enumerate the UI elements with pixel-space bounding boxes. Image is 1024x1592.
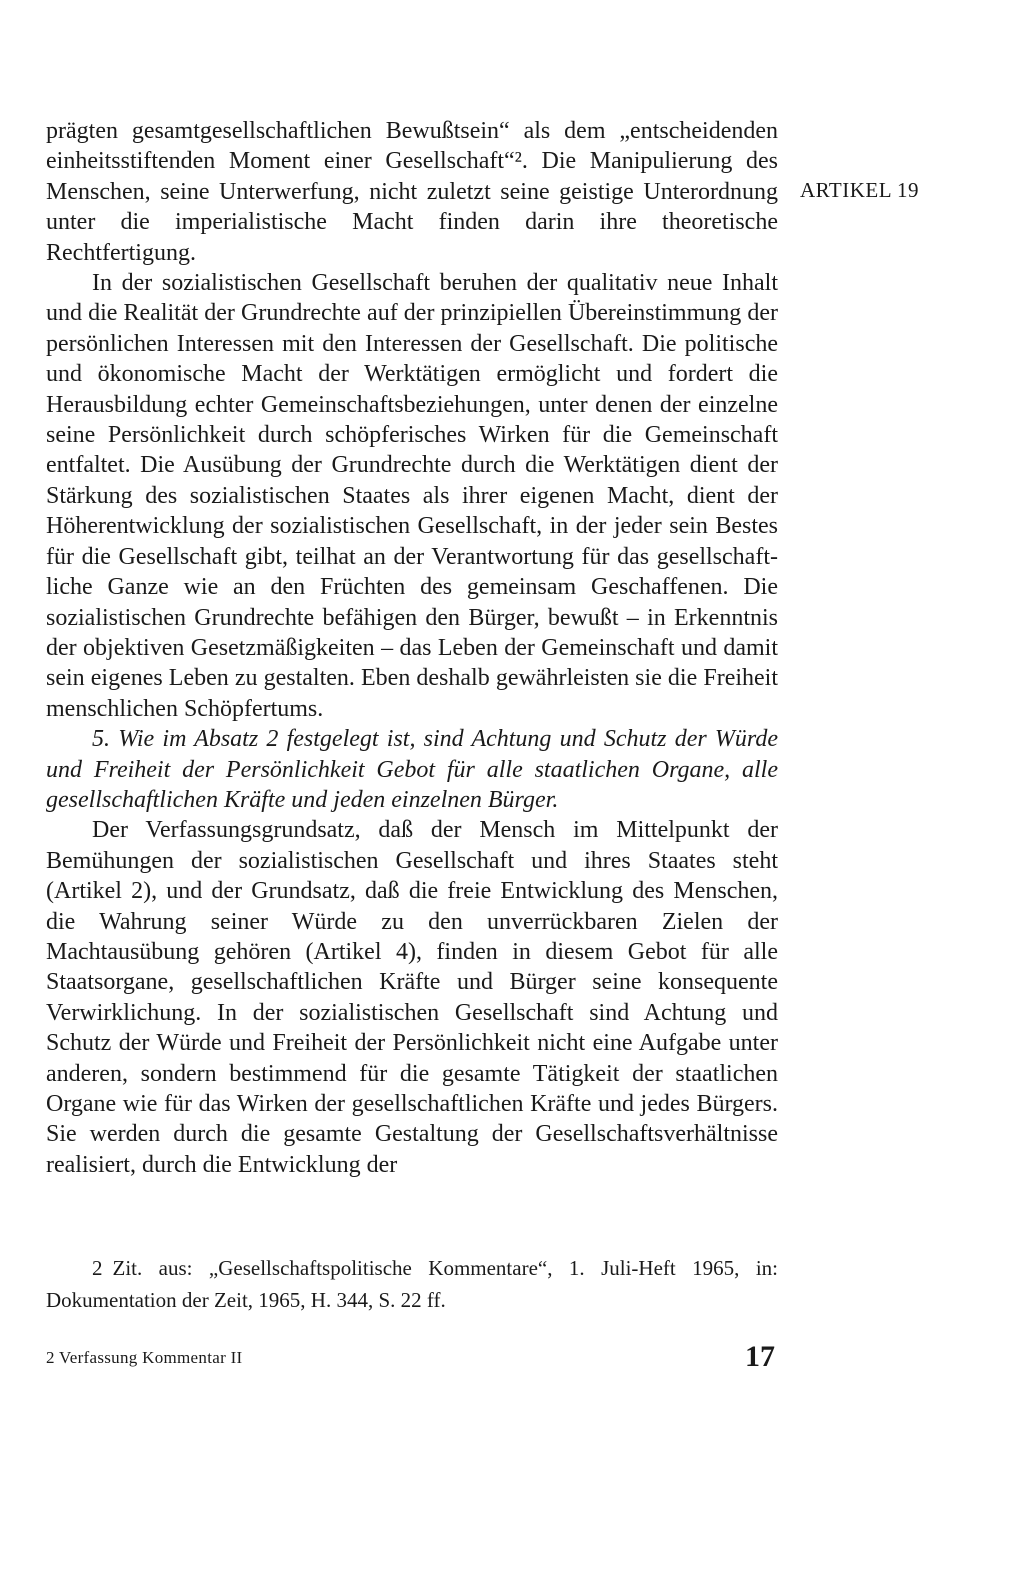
paragraph-2: In der sozialistischen Gesellschaft beruhen der qualitativ neue Inhalt und die Realität der Grundrechte auf der prinzipiellen Übereinstimmung der persönlichen Interessen mit den Interessen der Gesellschaft. Die politische und ökonomische Macht der Werktätigen ermöglicht und fordert die Herausbildung echter Gemeinschaftsbeziehungen, unter denen der einzelne seine Persönlichkeit durch schöpferisches Wirken für die Gemeinschaft entfaltet. Die Ausübung der Grundrechte durch die Werktätigen dient der Stärkung des sozialistischen Staates als ihrer eigenen Macht, dient der Höherentwicklung der sozialistischen Gesellschaft, in der jeder sein Bestes für die Gesellschaft gibt, teilhat an der Verantwortung für das gesellschaftliche Ganze wie an den Früchten des gemeinsam Geschaffenen. Die sozialistischen Grundrechte befähigen den Bürger, bewußt – in Erkenntnis der objektiven Gesetzmäßigkeiten – das Leben der Gemeinschaft und damit sein eigenes Leben zu gestalten. Eben deshalb gewährleisten sie die Freiheit menschlichen Schöpfertums.: [46, 270, 778, 722]
margin-note-article: ARTIKEL 19: [800, 178, 920, 202]
footnote: [46, 1252, 778, 1316]
page-number: 17: [745, 1340, 775, 1373]
paragraph-1: prägten gesamtgesellschaftlichen Bewußtsein“ als dem „entscheidenden einheitsstiftenden Moment einer Gesellschaft“². Die Manipulierung des Menschen, seine Unterwerfung, nicht zuletzt seine geistige Unterordnung unter die imperialistische Macht finden darin ihre theoretische Rechtfertigung.: [46, 118, 778, 266]
footnote-number: 2: [92, 1256, 103, 1280]
paragraph-4: Der Verfassungsgrundsatz, daß der Mensch im Mittelpunkt der Bemühungen der sozialistischen Gesellschaft und ihres Staates steht (Artikel 2), und der Grundsatz, daß die freie Entwicklung des Menschen, die Wahrung seiner Würde zu den unverrückbaren Zielen der Machtausübung gehören (Artikel 4), finden in diesem Gebot für alle Staatsorgane, gesellschaftlichen Kräfte und Bürger seine konsequente Verwirklichung. In der sozialistischen Gesellschaft sind Achtung und Schutz der Würde und Freiheit der Persönlichkeit nicht eine Aufgabe unter anderen, sondern bestimmend für die gesamte Tätigkeit der staatlichen Organe wie für das Wirken der gesellschaftlichen Kräfte und jedes Bürgers. Sie werden durch die gesamte Gestaltung der Gesellschaftsverhältnisse realisiert, durch die Entwicklung der: [46, 817, 778, 1178]
footnote-text: Zit. aus: „Gesellschaftspolitische Kommentare“, 1. Juli-Heft 1965, in: Dokumentation der Zeit, 1965, H. 344, S. 22 ff.: [46, 1256, 778, 1312]
paragraph-3-italic-clause: 5. Wie im Absatz 2 festgelegt ist, sind Achtung und Schutz der Würde und Freiheit der Persönlichkeit Gebot für alle staatlichen Organe, alle gesellschaftlichen Kräfte und jeden einzelnen Bürger.: [46, 726, 778, 813]
body-text: [46, 116, 778, 1180]
footer-signature: 2 Verfassung Kommentar II: [46, 1348, 243, 1367]
